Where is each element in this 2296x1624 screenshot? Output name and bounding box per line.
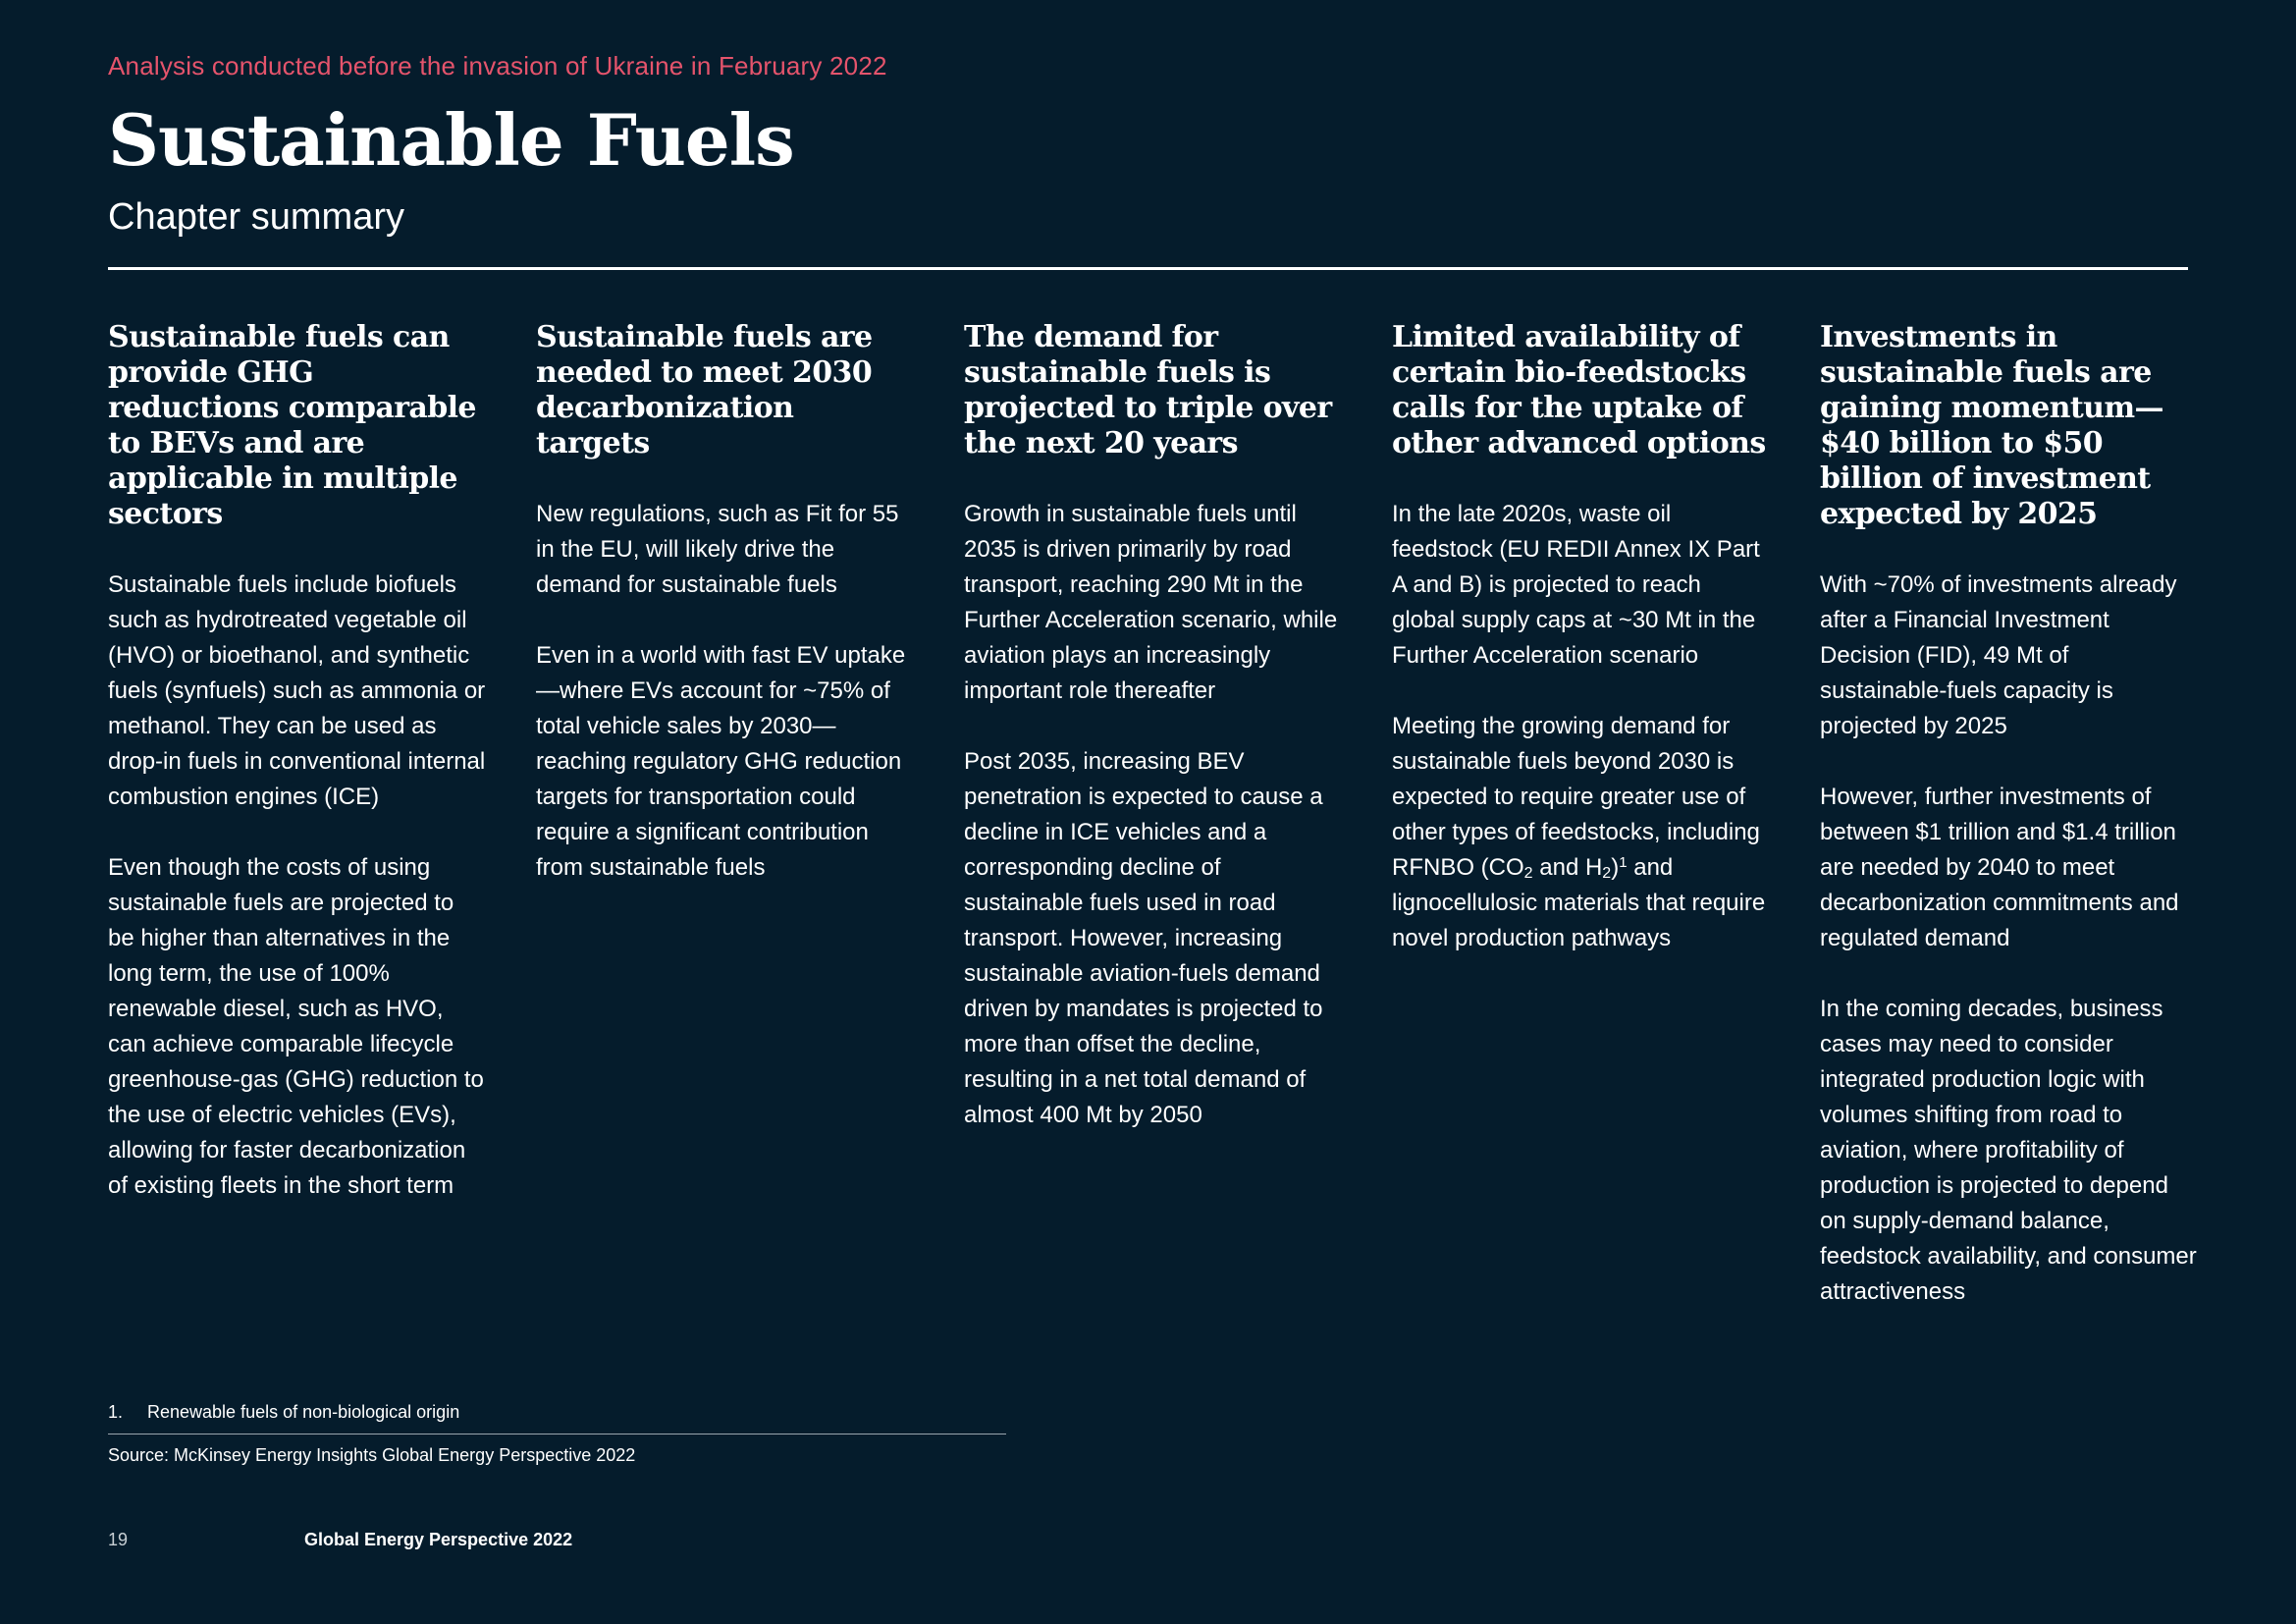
column-paragraph: In the late 2020s, waste oil feedstock (EU REDII Annex IX Part A and B) is projected to reach global supply caps at ~30 Mt in the Further Acceleration scenario [1392, 501, 1760, 669]
source-note: Source: McKinsey Energy Insights Global Energy Perspective 2022 [108, 1445, 636, 1465]
co2-subscript: 2 [1523, 865, 1533, 882]
summary-column-5 [1820, 320, 2198, 1345]
summary-column-4 [1392, 320, 1770, 992]
footnote-number: 1. [108, 1402, 124, 1422]
column-paragraph: New regulations, such as Fit for 55 in the EU, will likely drive the demand for sustainable fuels [536, 501, 899, 598]
page-title: Sustainable Fuels [108, 98, 794, 182]
column-heading: Sustainable fuels can provide GHG reductions comparable to BEVs and are applicable in multiple sectors [108, 320, 476, 531]
column-heading: The demand for sustainable fuels is projected to triple over the next 20 years [964, 320, 1332, 460]
column-paragraph: Growth in sustainable fuels until 2035 is driven primarily by road transport, reaching 290 Mt in the Further Acceleration scenario, while aviation plays an increasingly important role thereafter [964, 501, 1338, 704]
h2-subscript: 2 [1602, 865, 1612, 882]
column-heading: Sustainable fuels are needed to meet 2030 decarbonization targets [536, 320, 873, 460]
footnote-marker: 1 [1619, 854, 1628, 871]
summary-column-3 [964, 320, 1342, 1168]
page-number: 19 [108, 1530, 129, 1549]
page-subtitle: Chapter summary [108, 196, 404, 238]
rfnbo-text-mid: and H [1532, 854, 1603, 881]
summary-column-2 [536, 320, 914, 921]
column-paragraph: However, further investments of between $1 trillion and $1.4 trillion are needed by 2040 to meet decarbonization commitments and regulated demand [1820, 784, 2179, 951]
column-paragraph: Sustainable fuels include biofuels such as hydrotreated vegetable oil (HVO) or bioethanol, and synthetic fuels (synfuels) such as ammonia or methanol. They can be used as drop-in fuels in conventional internal combustion engines (ICE) [108, 571, 486, 810]
footnote-text: Renewable fuels of non-biological origin [147, 1402, 460, 1422]
summary-column-1 [108, 320, 486, 1239]
column-paragraph-rfnbo [1392, 709, 1770, 956]
pre-invasion-note: Analysis conducted before the invasion of Ukraine in February 2022 [108, 51, 887, 81]
footnote [108, 1402, 459, 1423]
rfnbo-text-after: and lignocellulosic materials that require novel production pathways [1392, 854, 1766, 951]
footnote-divider [108, 1434, 1006, 1435]
publication-title: Global Energy Perspective 2022 [304, 1530, 573, 1549]
column-paragraph: Even in a world with fast EV uptake—where EVs account for ~75% of total vehicle sales by 2030—reaching regulatory GHG reduction targets for transportation could require a significant contribution from sustainable fuels [536, 642, 906, 881]
column-paragraph: With ~70% of investments already after a Financial Investment Decision (FID), 49 Mt of sustainable-fuels capacity is projected by 2025 [1820, 571, 2177, 739]
column-paragraph: Even though the costs of using sustainable fuels are projected to be higher than alternatives in the long term, the use of 100% renewable diesel, such as HVO, can achieve comparable lifecycle greenhouse-gas (GHG) reduction to the use of electric vehicles (EVs), allowing for faster decarbonization of existing fleets in the short term [108, 854, 484, 1199]
rfnbo-close-paren: ) [1611, 854, 1620, 881]
column-paragraph: Post 2035, increasing BEV penetration is expected to cause a decline in ICE vehicles and a corresponding decline of sustainable fuels used in road transport. However, increasing sustainable aviation-fuels demand driven by mandates is projected to more than offset the decline, resulting in a net total demand of almost 400 Mt by 2050 [964, 748, 1323, 1128]
column-paragraph: In the coming decades, business cases may need to consider integrated production logic with volumes shifting from road to aviation, where profitability of production is projected to depend on supply-demand balance, feedstock availability, and consumer attractiveness [1820, 996, 2197, 1305]
header-divider [108, 267, 2188, 270]
rfnbo-text-before: Meeting the growing demand for sustainable fuels beyond 2030 is expected to require greater use of other types of feedstocks, including RFNBO (CO [1392, 713, 1760, 881]
column-heading: Investments in sustainable fuels are gaining momentum—$40 billion to $50 billion of investment expected by 2025 [1820, 320, 2163, 531]
column-heading: Limited availability of certain bio-feedstocks calls for the uptake of other advanced options [1392, 320, 1766, 460]
